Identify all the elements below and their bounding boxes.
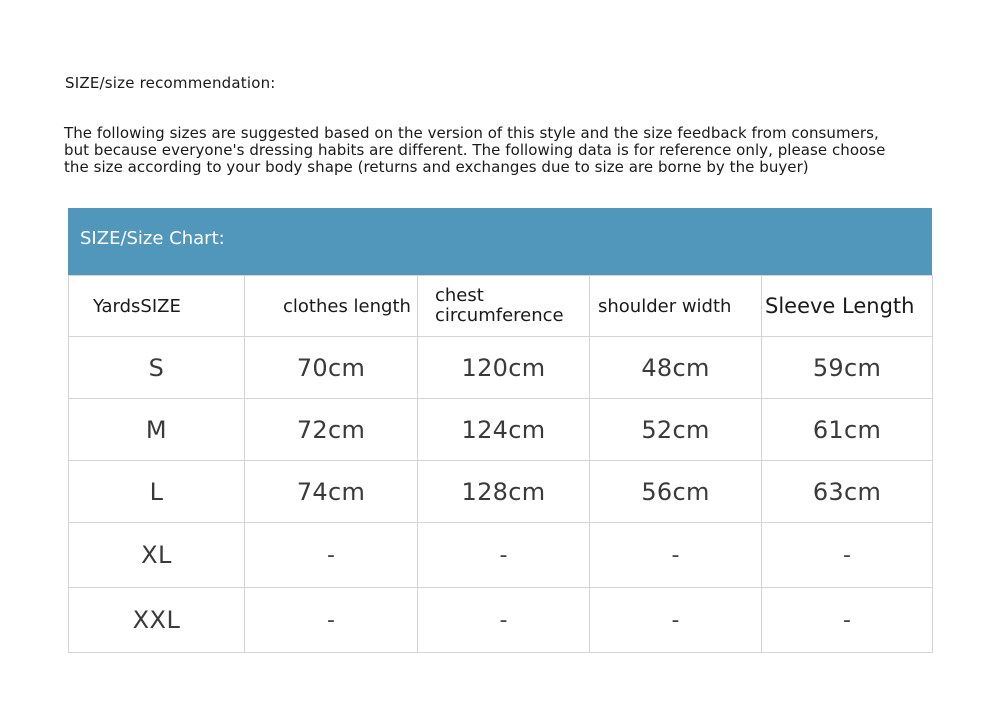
column-header-clothes-length: clothes length [245, 276, 418, 337]
size-chart-header [68, 208, 932, 275]
table-row [69, 461, 933, 523]
chest-cell: 120cm [418, 337, 590, 399]
table-row [69, 588, 933, 653]
table-row [69, 337, 933, 399]
sleeve-cell: 63cm [762, 461, 933, 523]
intro-line: the size according to your body shape (returns and exchanges due to size are borne by the buyer) [64, 158, 809, 176]
clothes-length-cell: - [245, 523, 418, 588]
size-cell: XXL [69, 588, 245, 653]
chest-cell: - [418, 588, 590, 653]
size-cell: M [69, 399, 245, 461]
column-header-chest-circumference: chest circumference [418, 276, 590, 337]
sleeve-cell: - [762, 523, 933, 588]
shoulder-cell: 52cm [590, 399, 762, 461]
size-cell: L [69, 461, 245, 523]
shoulder-cell: 56cm [590, 461, 762, 523]
page-heading: SIZE/size recommendation: [65, 74, 276, 92]
sleeve-cell: 59cm [762, 337, 933, 399]
size-cell: XL [69, 523, 245, 588]
shoulder-cell: 48cm [590, 337, 762, 399]
chest-cell: 124cm [418, 399, 590, 461]
clothes-length-cell: 70cm [245, 337, 418, 399]
intro-line: The following sizes are suggested based on the version of this style and the size feedback from consumers, [64, 124, 879, 142]
size-cell: S [69, 337, 245, 399]
clothes-length-cell: 74cm [245, 461, 418, 523]
shoulder-cell: - [590, 523, 762, 588]
table-header-row [69, 276, 933, 337]
sleeve-cell: 61cm [762, 399, 933, 461]
column-header-shoulder-width: shoulder width [590, 276, 762, 337]
chest-cell: 128cm [418, 461, 590, 523]
table-row [69, 399, 933, 461]
shoulder-cell: - [590, 588, 762, 653]
chest-cell: - [418, 523, 590, 588]
column-header-sleeve-length: Sleeve Length [762, 276, 933, 337]
size-table [68, 275, 933, 653]
clothes-length-cell: - [245, 588, 418, 653]
column-header-size: YardsSIZE [69, 276, 245, 337]
table-row [69, 523, 933, 588]
intro-paragraph [64, 125, 944, 176]
size-chart [68, 208, 932, 647]
clothes-length-cell: 72cm [245, 399, 418, 461]
size-chart-title: SIZE/Size Chart: [80, 228, 225, 249]
intro-line: but because everyone's dressing habits are different. The following data is for reference only, please choose [64, 141, 886, 159]
sleeve-cell: - [762, 588, 933, 653]
